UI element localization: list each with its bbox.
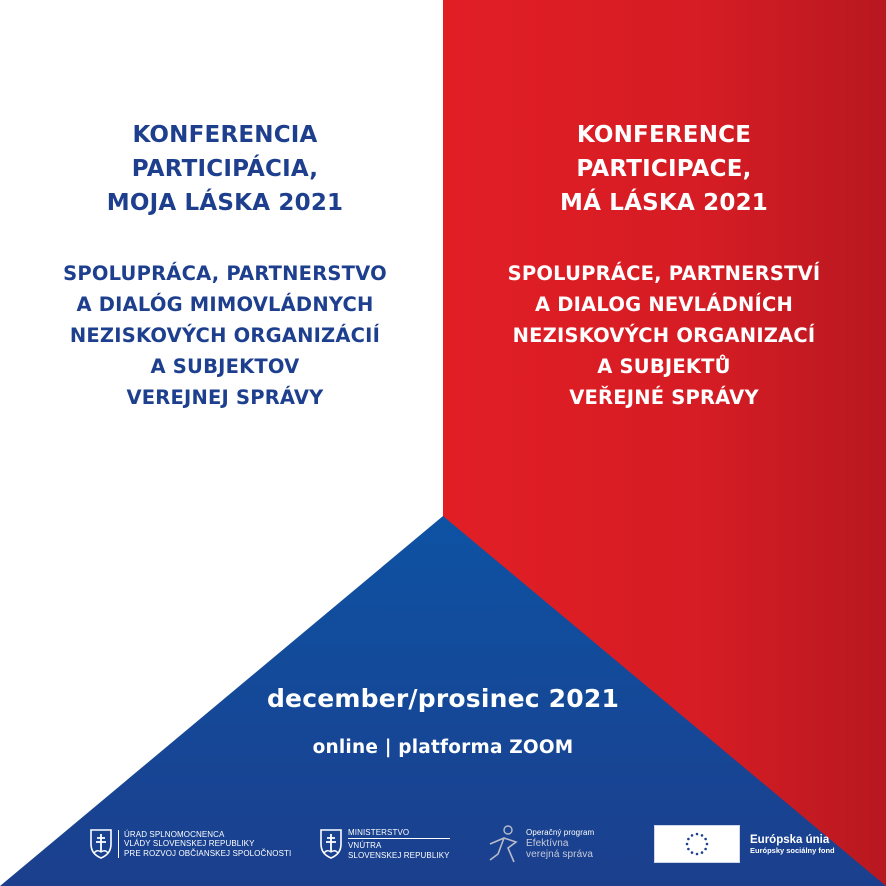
- left-subtitle-line: A SUBJEKTOV: [150, 355, 300, 378]
- left-title-line: MOJA LÁSKA 2021: [106, 190, 344, 216]
- left-subtitle-line: SPOLUPRÁCA, PARTNERSTVO: [63, 262, 387, 285]
- left-subtitle-line: A DIALÓG MIMOVLÁDNYCH: [76, 293, 374, 316]
- logo-ministerstvo-vnutra: [320, 822, 450, 866]
- logo-eu: [654, 822, 835, 866]
- logo1-text: [118, 830, 291, 859]
- logo-urad-splnomocnenca: [90, 822, 291, 866]
- eu-flag-icon: [654, 825, 740, 863]
- slovak-crest-icon: [90, 829, 112, 859]
- eu-stars-icon: [674, 829, 720, 859]
- logo4-sub: Európsky sociálny fond: [750, 845, 835, 855]
- left-title-line: KONFERENCIA: [132, 122, 318, 148]
- left-subtitle-line: NEZISKOVÝCH ORGANIZÁCIÍ: [69, 324, 381, 347]
- right-subtitle-line: A SUBJEKTŮ: [597, 355, 731, 378]
- right-title-line: KONFERENCE: [576, 122, 752, 148]
- left-title: [40, 118, 410, 220]
- logo3-line: Operačný program: [526, 828, 595, 838]
- logo2-line: VNÚTRA: [348, 841, 382, 851]
- logo4-text: [750, 834, 835, 855]
- left-subtitle: [40, 258, 410, 413]
- right-title: [478, 118, 850, 220]
- logo1-line: VLÁDY SLOVENSKEJ REPUBLIKY: [124, 839, 255, 849]
- event-platform: online | platforma ZOOM: [312, 737, 574, 758]
- logo2-line: MINISTERSTVO: [348, 828, 450, 840]
- logo-operacny-program: [488, 822, 594, 866]
- logo4-main: Európska únia: [750, 833, 830, 846]
- event-date: december/prosinec 2021: [266, 684, 620, 713]
- logo3-text: [526, 828, 594, 860]
- left-subtitle-line: VEREJNEJ SPRÁVY: [126, 386, 324, 409]
- logo2-text: [348, 828, 450, 861]
- right-title-line: PARTICIPACE,: [576, 156, 752, 182]
- logo3-line: Efektívna: [526, 837, 569, 849]
- slovak-crest-icon: [320, 829, 342, 859]
- right-title-line: MÁ LÁSKA 2021: [560, 190, 768, 216]
- left-title-line: PARTICIPÁCIA,: [131, 156, 319, 182]
- right-subtitle-line: A DIALOG NEVLÁDNÍCH: [535, 293, 793, 316]
- right-subtitle-line: VEŘEJNÉ SPRÁVY: [569, 386, 759, 409]
- logo2-line: SLOVENSKEJ REPUBLIKY: [348, 850, 450, 860]
- right-subtitle-line: NEZISKOVÝCH ORGANIZACÍ: [512, 324, 816, 347]
- right-subtitle: [478, 258, 850, 413]
- logo1-line: PRE ROZVOJ OBČIANSKEJ SPOLOČNOSTI: [124, 848, 292, 858]
- figure-icon: [488, 824, 522, 864]
- logo1-line: ÚRAD SPLNOMOCNENCA: [124, 829, 225, 839]
- right-subtitle-line: SPOLUPRÁCE, PARTNERSTVÍ: [507, 262, 821, 285]
- logo3-line: verejná správa: [526, 848, 593, 860]
